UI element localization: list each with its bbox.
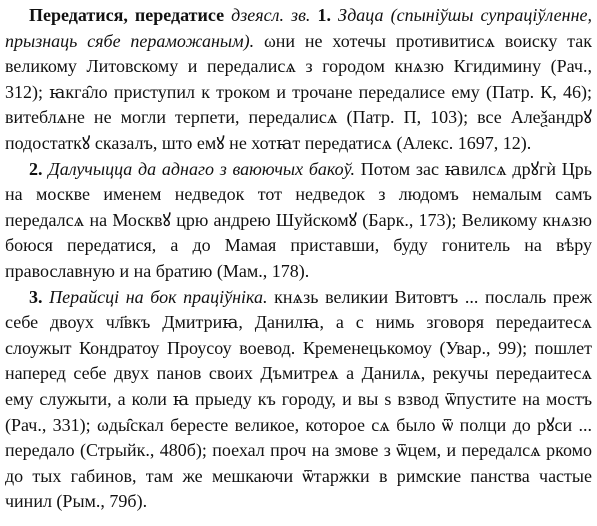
entry-paragraph — [5, 3, 592, 157]
sense-body: Потом зас ꙗвилсѧ дрꙋгѝ Црь на москве именем недведок тот недведок з людомъ немалым самъ передалсѧ на Москвꙋ црю андрею Шуйскомꙋ (Барк., 173); Великому кнѧзю боюся передатися, а до Мамая приставши, буду гонитель на вѣру православную и на братию (Мам., 178). — [5, 158, 592, 281]
sense-number: 2. — [29, 158, 43, 179]
sense-body: кнѧзь великии Витовтъ ... послаль преж себе двоух чл҃вкъ Дмитриꙗ, Данилꙗ, а с нимь зговоря передаитесѧ слоужыт Кондратоу Проусоу воевод. Кременецькомоу (Увар., 99); пошлет наперед себе двух панов своих Дъмитреѧ а Данилѧ, рекучы передаитесѧ ему служыти, а коли ꙗ прыеду къ городу, и вы ѕ взвод ѿпустите на мостъ (Рач., 331); ωды̑скал бересте великое, которое сѧ было ѿ полци до рꙋси ... передало (Стрыйк., 480б); поехал проч на змове з ѿцем, и передалсѧ ркомо до тых габинов, там же мешкаючи ѿтаржки в римские панства частые чинил (Рым., 79б). — [5, 286, 593, 512]
sense-definition: Далучыцца да аднаго з ваюючых бакоў. — [48, 158, 355, 179]
sense-definition: Перайсці на бок праціўніка. — [49, 286, 268, 307]
sense-paragraph — [5, 285, 592, 515]
grammar-label: дзеясл. зв. — [231, 5, 311, 25]
sense-paragraph — [5, 157, 592, 285]
sense-body: ωни не хотечы противитисѧ воиску так великому Литовскому и передалисѧ з городом кнѧзю Кгидимину (Рач., 312); ꙗкга̑ло приступил к троком и трочане передалисе ему (Патр. К, 46); витеблѧне не могли терпети, передалисѧ (Патр. П, 103); все Алеѯандрꙋ подостаткꙋ сказалъ, што емꙋ не хотꙗт передатисѧ (Алекс. 1697, 12). — [5, 30, 593, 153]
sense-number: 3. — [29, 286, 43, 307]
sense-number: 1. — [317, 5, 331, 25]
sense-definition: Здаца (спыніўшы супраціўленне, прызнаць сябе пераможаным). — [5, 5, 593, 51]
headword: Передатися, передатисе — [29, 5, 225, 25]
